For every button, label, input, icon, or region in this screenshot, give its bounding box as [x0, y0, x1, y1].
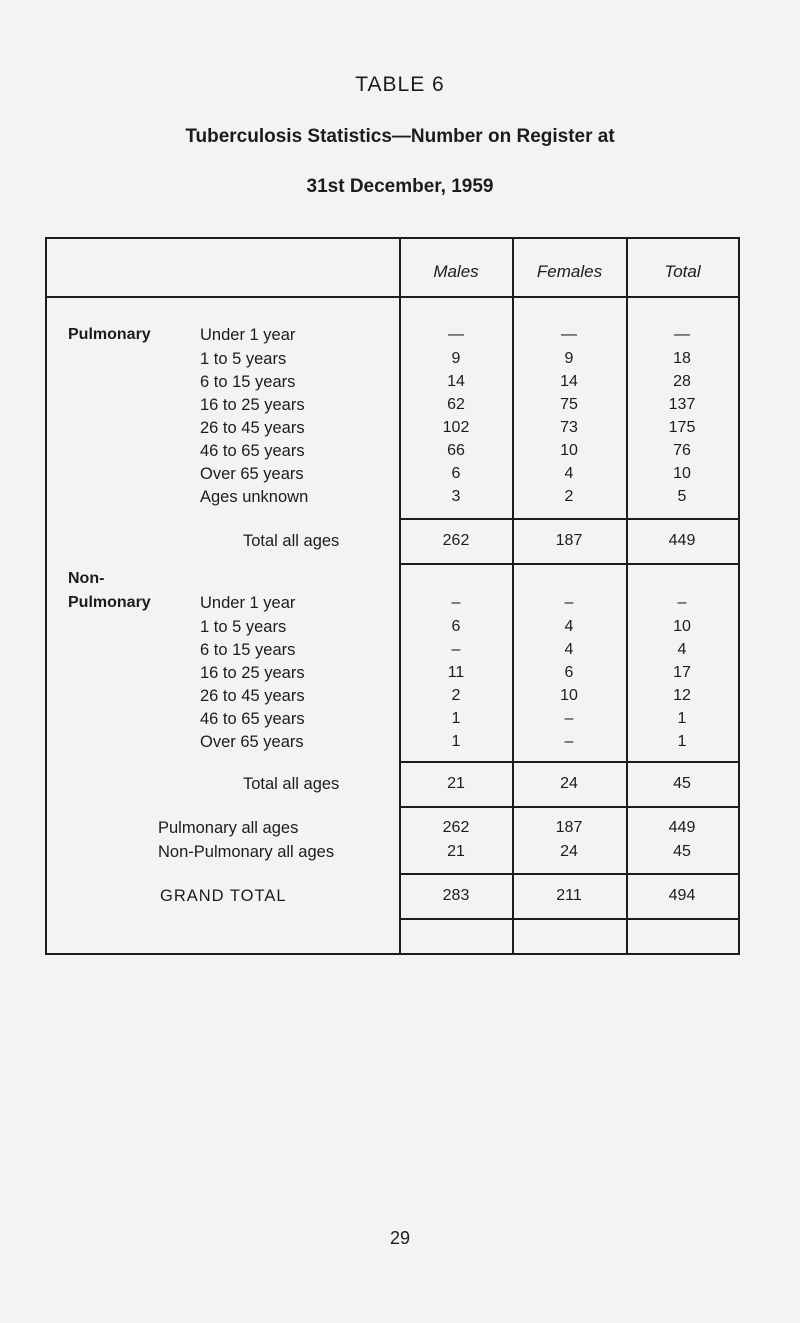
row-label: Total all ages [243, 775, 340, 793]
cell-total: 449 [668, 819, 696, 836]
rule-below-non-pulmonary-total [399, 806, 739, 808]
cell-males: 1 [451, 733, 461, 750]
cell-females: 211 [556, 887, 582, 904]
cell-males: 6 [451, 618, 461, 635]
cell-total: 5 [677, 488, 687, 505]
group-label-pulmonary: Pulmonary [68, 326, 151, 343]
cell-females: 6 [564, 664, 574, 681]
cell-females: 24 [560, 843, 578, 860]
group-label-non-pulmonary-line-2: Pulmonary [68, 594, 151, 611]
cell-males: 262 [442, 819, 470, 836]
cell-total: 76 [673, 442, 691, 459]
cell-females: 24 [560, 775, 578, 792]
row-label: 26 to 45 years [200, 419, 305, 437]
cell-females: 4 [564, 465, 574, 482]
cell-total: 45 [673, 775, 691, 792]
row-label: Non-Pulmonary all ages [158, 843, 335, 861]
cell-total: 1 [677, 733, 687, 750]
cell-males: 14 [447, 373, 465, 390]
cell-total: 10 [673, 618, 691, 635]
cell-total: 28 [673, 373, 691, 390]
table-left-border [45, 237, 47, 954]
column-header-females: Females [536, 262, 603, 281]
cell-males: 3 [451, 488, 461, 505]
cell-total: 494 [668, 887, 696, 904]
row-label: 46 to 65 years [200, 442, 305, 460]
row-label: 1 to 5 years [200, 618, 287, 636]
cell-males: 262 [442, 532, 470, 549]
column-header-total: Total [664, 262, 701, 281]
row-label: 16 to 25 years [200, 396, 305, 414]
cell-total: 18 [673, 350, 691, 367]
table-number: TABLE 6 [355, 73, 445, 96]
rule-above-pulmonary-total [399, 518, 739, 520]
cell-total: 1 [677, 710, 687, 727]
row-label: 6 to 15 years [200, 373, 296, 391]
row-label: GRAND TOTAL [160, 887, 287, 905]
row-label: Ages unknown [200, 488, 309, 506]
cell-males: 21 [447, 843, 465, 860]
column-divider [512, 237, 514, 954]
cell-males: – [451, 641, 461, 658]
cell-total: 449 [668, 532, 696, 549]
cell-males: 66 [447, 442, 465, 459]
table-bottom-border [45, 953, 740, 955]
column-divider [399, 237, 401, 954]
rule-below-pulmonary-total [399, 563, 739, 565]
row-label: 46 to 65 years [200, 710, 305, 728]
row-label: Under 1 year [200, 594, 296, 612]
cell-males: 102 [442, 419, 470, 436]
column-header-males: Males [433, 262, 479, 281]
rule-above-grand-total [399, 873, 739, 875]
table-title-line-1: Tuberculosis Statistics—Number on Register at [185, 126, 615, 147]
cell-females: — [561, 326, 577, 343]
cell-females: 73 [560, 419, 578, 436]
row-label: Pulmonary all ages [158, 819, 299, 837]
cell-males: – [451, 594, 461, 611]
row-label: 1 to 5 years [200, 350, 287, 368]
table-right-border [738, 237, 740, 954]
cell-females: 10 [560, 442, 578, 459]
row-label: Over 65 years [200, 465, 304, 483]
cell-males: 283 [442, 887, 470, 904]
table-top-border [45, 237, 740, 239]
cell-total: – [677, 594, 687, 611]
cell-total: 45 [673, 843, 691, 860]
cell-females: 4 [564, 641, 574, 658]
group-label-non-pulmonary-line-1: Non- [68, 570, 105, 587]
cell-males: 21 [447, 775, 465, 792]
cell-total: 12 [673, 687, 691, 704]
cell-females: 187 [555, 819, 583, 836]
cell-females: 9 [564, 350, 574, 367]
cell-males: 11 [447, 664, 465, 681]
cell-females: – [564, 710, 574, 727]
cell-females: 187 [555, 532, 583, 549]
cell-females: – [564, 594, 574, 611]
cell-total: 175 [668, 419, 696, 436]
rule-below-grand-total [399, 918, 739, 920]
table-title-line-2: 31st December, 1959 [306, 176, 494, 197]
cell-males: 62 [447, 396, 465, 413]
cell-males: — [448, 326, 464, 343]
cell-females: 14 [560, 373, 578, 390]
cell-females: 2 [564, 488, 574, 505]
row-label: 26 to 45 years [200, 687, 305, 705]
cell-females: – [564, 733, 574, 750]
column-divider [626, 237, 628, 954]
cell-males: 6 [451, 465, 461, 482]
row-label: Total all ages [243, 532, 340, 550]
page-number: 29 [389, 1228, 411, 1248]
cell-males: 9 [451, 350, 461, 367]
cell-total: 17 [673, 664, 691, 681]
row-label: Over 65 years [200, 733, 304, 751]
cell-females: 75 [560, 396, 578, 413]
cell-total: 10 [673, 465, 691, 482]
cell-total: 4 [677, 641, 687, 658]
cell-males: 2 [451, 687, 461, 704]
row-label: 6 to 15 years [200, 641, 296, 659]
row-label: Under 1 year [200, 326, 296, 344]
cell-females: 10 [560, 687, 578, 704]
row-label: 16 to 25 years [200, 664, 305, 682]
cell-total: 137 [668, 396, 696, 413]
cell-females: 4 [564, 618, 574, 635]
header-rule [45, 296, 740, 298]
rule-above-non-pulmonary-total [399, 761, 739, 763]
cell-males: 1 [451, 710, 461, 727]
cell-total: — [674, 326, 690, 343]
